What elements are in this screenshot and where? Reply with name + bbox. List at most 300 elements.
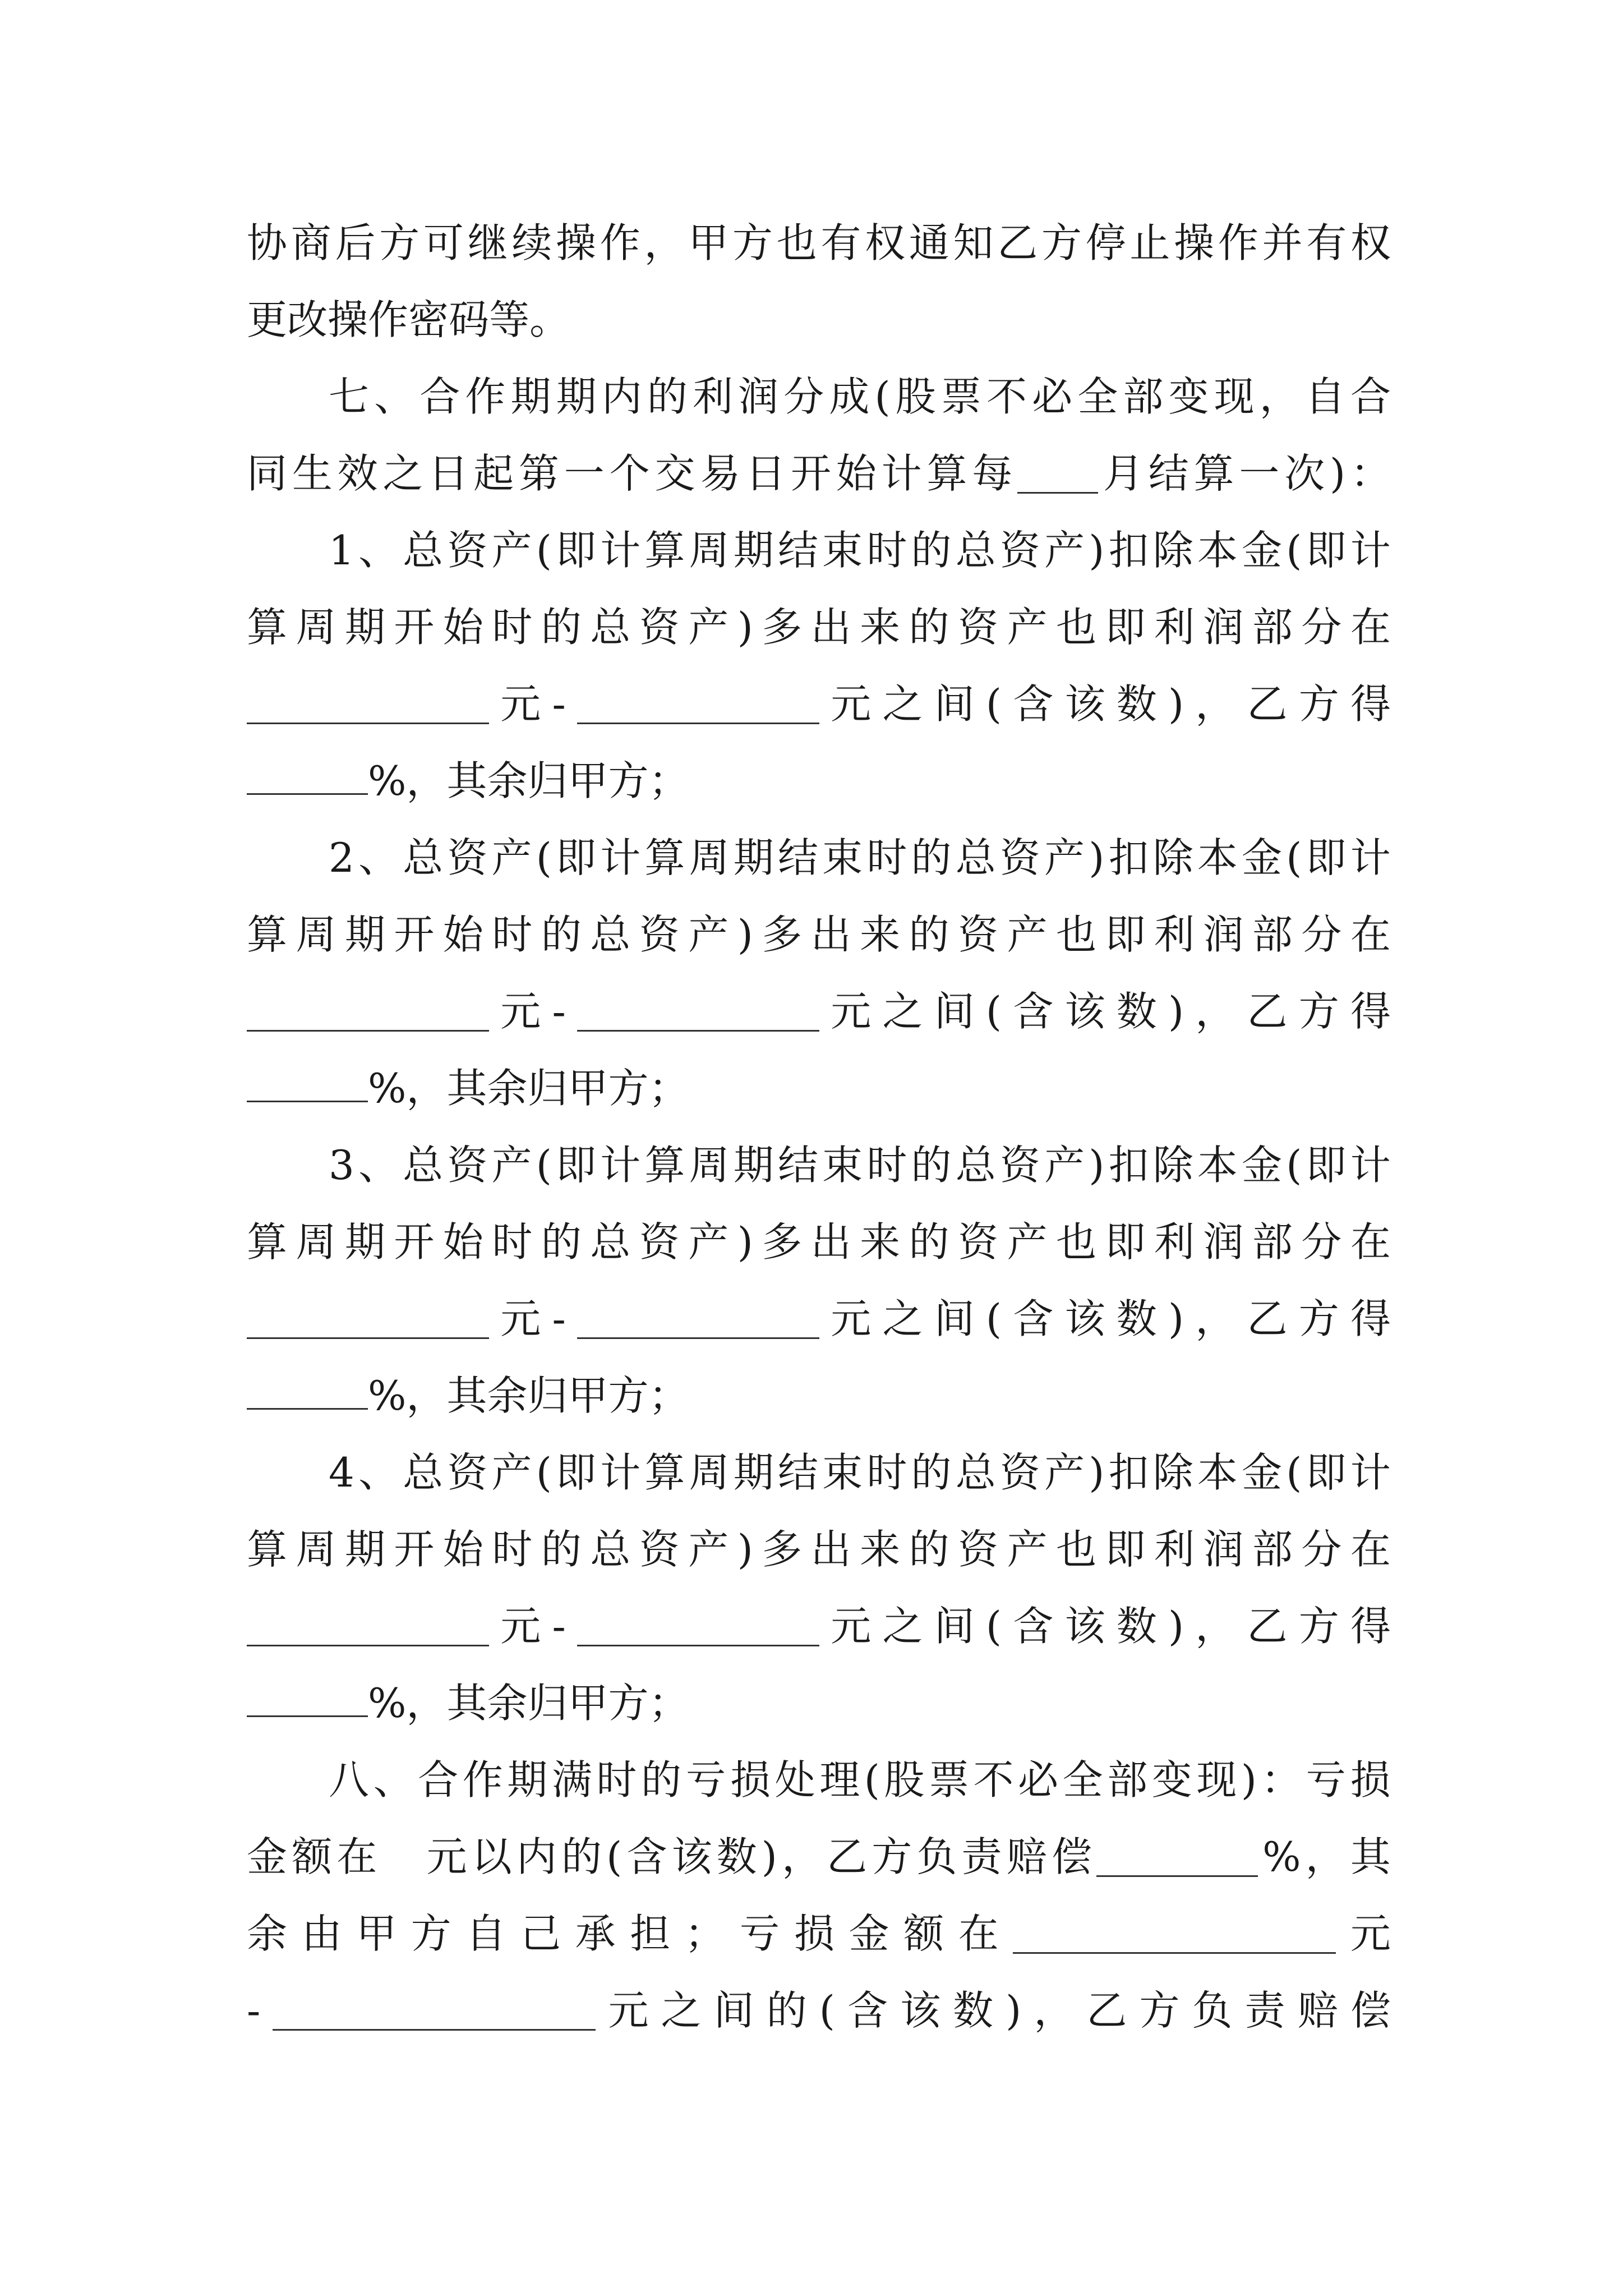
- fill-in-blank: [247, 684, 489, 724]
- glyph: 含: [847, 1987, 888, 2034]
- glyph: 的: [541, 604, 582, 651]
- glyph: ，: [1195, 988, 1236, 1035]
- glyph: 总: [403, 1142, 444, 1189]
- glyph: 始: [442, 604, 483, 651]
- glyph: 的: [561, 1833, 602, 1880]
- glyph: 元: [831, 680, 872, 728]
- glyph: 由: [301, 1910, 342, 1957]
- fill-in-blank: [577, 1299, 819, 1339]
- glyph: 产: [1007, 1526, 1048, 1573]
- text-line: [247, 282, 1391, 358]
- text-line: [247, 743, 1391, 820]
- glyph: 总: [955, 527, 996, 574]
- glyph: 间: [934, 1295, 975, 1342]
- glyph: 元: [500, 680, 541, 728]
- glyph: 即: [1306, 1449, 1347, 1496]
- glyph: 即: [1105, 911, 1146, 958]
- glyph: 不: [986, 373, 1027, 420]
- glyph: 金: [247, 1833, 288, 1880]
- glyph: 之: [882, 1295, 923, 1342]
- document-page: [247, 205, 1391, 2049]
- glyph: 余: [487, 1680, 528, 1727]
- clause-line: [247, 512, 1391, 589]
- glyph: 元: [608, 1987, 649, 2034]
- glyph: 数: [953, 1987, 994, 2034]
- glyph: 变: [1151, 1756, 1192, 1803]
- glyph: 计: [1350, 834, 1391, 881]
- glyph: %: [368, 757, 407, 804]
- glyph: 归: [527, 1680, 568, 1727]
- glyph: 金: [1242, 527, 1283, 574]
- glyph: 结: [777, 527, 818, 574]
- glyph: 期: [507, 1756, 548, 1803]
- glyph: 总: [403, 527, 444, 574]
- glyph: 周: [689, 1449, 730, 1496]
- glyph: %: [368, 1372, 407, 1419]
- glyph: 在: [336, 1833, 377, 1880]
- glyph: 时: [866, 527, 907, 574]
- glyph: 在: [1350, 604, 1391, 651]
- glyph: [381, 1819, 422, 1895]
- glyph: 即: [556, 834, 597, 881]
- glyph: 归: [527, 1065, 568, 1112]
- glyph: (: [864, 1756, 880, 1803]
- glyph: 余: [487, 1372, 528, 1419]
- glyph: 1: [329, 527, 354, 574]
- glyph: 期: [733, 1449, 774, 1496]
- fill-in-blank: [1013, 1914, 1336, 1954]
- glyph: 间: [934, 1603, 975, 1650]
- glyph: 周: [296, 1526, 336, 1573]
- glyph: 数: [1116, 680, 1157, 728]
- glyph: 亏: [739, 1910, 780, 1957]
- glyph: 偿: [1051, 1833, 1092, 1880]
- glyph: 其: [1350, 1833, 1391, 1880]
- glyph: 全: [1062, 1756, 1103, 1803]
- glyph: 一: [564, 450, 605, 497]
- glyph: 期: [344, 1218, 385, 1266]
- glyph: 的: [911, 1142, 952, 1189]
- glyph: 该: [1064, 988, 1105, 1035]
- glyph: %: [368, 1680, 407, 1727]
- glyph: 资: [999, 834, 1040, 881]
- glyph: 该: [900, 1987, 941, 2034]
- text-line: [247, 896, 1391, 973]
- glyph: 停: [1085, 219, 1126, 266]
- glyph: 周: [689, 527, 730, 574]
- glyph: 该: [1064, 680, 1105, 728]
- glyph: -: [552, 680, 566, 728]
- glyph: (: [1286, 527, 1302, 574]
- text-line: [247, 1972, 1391, 2049]
- glyph: 周: [296, 604, 336, 651]
- glyph: 在: [1350, 1526, 1391, 1573]
- glyph: 操: [328, 296, 368, 343]
- glyph: 计: [1350, 527, 1391, 574]
- glyph: 理: [819, 1756, 860, 1803]
- glyph: 产: [688, 911, 729, 958]
- glyph: 方: [608, 1680, 649, 1727]
- glyph: 等: [489, 296, 530, 343]
- glyph: 开: [394, 1218, 435, 1266]
- glyph: ，: [1195, 1295, 1236, 1342]
- glyph: %: [368, 1065, 407, 1112]
- glyph: 、: [358, 1142, 399, 1189]
- glyph: 产: [1044, 527, 1085, 574]
- text-line: [247, 666, 1391, 743]
- glyph: 元: [1350, 1910, 1391, 1957]
- glyph: ): [1089, 527, 1105, 574]
- glyph: 方: [608, 1372, 649, 1419]
- glyph: 数: [1116, 1603, 1157, 1650]
- glyph: 金: [849, 1910, 889, 1957]
- glyph: 资: [639, 911, 680, 958]
- glyph: 时: [596, 1756, 637, 1803]
- glyph: 也: [1056, 1218, 1097, 1266]
- glyph: ): [1168, 1603, 1184, 1650]
- glyph: 起: [473, 450, 514, 497]
- glyph: 知: [953, 219, 994, 266]
- glyph: 乙: [1247, 1295, 1288, 1342]
- glyph: 生: [292, 450, 333, 497]
- glyph: 资: [999, 1142, 1040, 1189]
- glyph: 总: [955, 1142, 996, 1189]
- glyph: 时: [492, 1218, 533, 1266]
- glyph: 时: [866, 1449, 907, 1496]
- glyph: 产: [688, 1526, 729, 1573]
- glyph: 束: [822, 1142, 863, 1189]
- glyph: 的: [541, 1218, 582, 1266]
- fill-in-blank: [247, 1062, 368, 1102]
- glyph: 一: [1239, 450, 1280, 497]
- glyph: 总: [590, 911, 631, 958]
- glyph: 来: [860, 1218, 901, 1266]
- glyph: 商: [291, 219, 331, 266]
- glyph: 股: [895, 373, 936, 420]
- glyph: 方: [379, 219, 420, 266]
- fill-in-blank: [247, 1299, 489, 1339]
- glyph: 周: [689, 834, 730, 881]
- glyph: 责: [1244, 1987, 1285, 2034]
- fill-in-blank: [577, 684, 819, 724]
- glyph: 第: [518, 450, 559, 497]
- glyph: 得: [1350, 988, 1391, 1035]
- glyph: 扣: [1108, 834, 1149, 881]
- glyph: (: [536, 1142, 552, 1189]
- glyph: 时: [492, 1526, 533, 1573]
- glyph: 的: [541, 1526, 582, 1573]
- glyph: 乙: [1247, 680, 1288, 728]
- glyph: 在: [1350, 1218, 1391, 1266]
- glyph: 利: [1154, 1526, 1195, 1573]
- glyph: 多: [762, 1526, 803, 1573]
- glyph: 产: [1007, 1218, 1048, 1266]
- glyph: 除: [1152, 1142, 1193, 1189]
- glyph: (: [606, 1833, 623, 1880]
- glyph: 乙: [827, 1833, 868, 1880]
- glyph: 得: [1350, 1603, 1391, 1650]
- glyph: 每: [972, 450, 1013, 497]
- glyph: 乙: [1247, 1603, 1288, 1650]
- glyph: 其: [446, 1372, 487, 1419]
- glyph: 分: [1301, 911, 1342, 958]
- glyph: 变: [1168, 373, 1209, 420]
- glyph: 易: [700, 450, 741, 497]
- text-line: [247, 1819, 1391, 1895]
- glyph: 即: [1105, 1218, 1146, 1266]
- glyph: 得: [1350, 1295, 1391, 1342]
- glyph: (: [985, 988, 1002, 1035]
- glyph: 部: [1107, 1756, 1148, 1803]
- glyph: 产: [1044, 1142, 1085, 1189]
- glyph: 资: [447, 1142, 488, 1189]
- text-line: [247, 1895, 1391, 1972]
- glyph: ，: [1195, 680, 1236, 728]
- glyph: 甲: [568, 1680, 608, 1727]
- glyph: 时: [866, 1142, 907, 1189]
- glyph: 算: [644, 527, 685, 574]
- glyph: 改: [287, 296, 328, 343]
- glyph: 处: [774, 1756, 815, 1803]
- glyph: 即: [1105, 604, 1146, 651]
- glyph: 自: [465, 1910, 506, 1957]
- glyph: 来: [860, 604, 901, 651]
- glyph: 始: [442, 1526, 483, 1573]
- glyph: 甲: [356, 1910, 397, 1957]
- glyph: 产: [1044, 834, 1085, 881]
- glyph: 资: [958, 1218, 999, 1266]
- glyph: 以: [471, 1833, 512, 1880]
- glyph: (: [985, 680, 1002, 728]
- glyph: 含: [1013, 988, 1054, 1035]
- glyph: 产: [688, 1218, 729, 1266]
- glyph: 甲: [568, 1065, 608, 1112]
- glyph: 3: [329, 1142, 354, 1189]
- glyph: 结: [777, 834, 818, 881]
- glyph: 股: [884, 1756, 925, 1803]
- glyph: 余: [487, 757, 528, 804]
- glyph: 更: [247, 296, 288, 343]
- glyph: 不: [973, 1756, 1014, 1803]
- glyph: 润: [1203, 604, 1244, 651]
- glyph: 即: [556, 1142, 597, 1189]
- fill-in-blank: [247, 992, 489, 1032]
- glyph: 的: [766, 1987, 807, 2034]
- glyph: 含: [626, 1833, 667, 1880]
- glyph: 产: [688, 604, 729, 651]
- glyph: 方: [1139, 1987, 1180, 2034]
- glyph: ：: [1350, 450, 1391, 497]
- glyph: 计: [1350, 1449, 1391, 1496]
- glyph: 方: [1298, 1295, 1339, 1342]
- glyph: 元: [831, 1603, 872, 1650]
- glyph: 始: [836, 450, 877, 497]
- text-line: [247, 1588, 1391, 1665]
- glyph: 总: [403, 834, 444, 881]
- glyph: 扣: [1108, 1449, 1149, 1496]
- glyph: 也: [1056, 1526, 1097, 1573]
- glyph: 其: [446, 1065, 487, 1112]
- text-line: [247, 1050, 1391, 1127]
- glyph: 算: [1193, 450, 1234, 497]
- glyph: 分: [1301, 604, 1342, 651]
- glyph: 多: [762, 604, 803, 651]
- glyph: 该: [671, 1833, 712, 1880]
- glyph: 多: [762, 911, 803, 958]
- glyph: 算: [926, 450, 967, 497]
- glyph: 该: [1064, 1295, 1105, 1342]
- glyph: 即: [556, 1449, 597, 1496]
- glyph: 分: [1301, 1526, 1342, 1573]
- glyph: 其: [446, 757, 487, 804]
- glyph: ，: [406, 757, 447, 804]
- glyph: 总: [590, 604, 631, 651]
- glyph: 得: [1350, 680, 1391, 728]
- glyph: 、: [358, 527, 399, 574]
- text-line: [247, 1281, 1391, 1358]
- glyph: 现: [1214, 373, 1255, 420]
- glyph: (: [985, 1295, 1002, 1342]
- glyph: 间: [713, 1987, 754, 2034]
- glyph: 资: [958, 604, 999, 651]
- glyph: ；: [684, 1910, 725, 1957]
- glyph: ；: [648, 1065, 689, 1112]
- glyph: 4: [329, 1449, 354, 1496]
- glyph: 数: [1116, 988, 1157, 1035]
- glyph: 、: [358, 834, 399, 881]
- glyph: 计: [1350, 1142, 1391, 1189]
- glyph: ): [1089, 834, 1105, 881]
- glyph: 交: [654, 450, 695, 497]
- glyph: (: [985, 1603, 1002, 1650]
- fill-in-blank: [1096, 1837, 1258, 1877]
- text-line: [247, 1204, 1391, 1281]
- fill-in-blank: [247, 1607, 489, 1646]
- glyph: 产: [491, 1449, 532, 1496]
- glyph: 算: [247, 911, 288, 958]
- glyph: ): [737, 1218, 753, 1266]
- glyph: 算: [644, 1142, 685, 1189]
- glyph: 即: [1306, 1142, 1347, 1189]
- glyph: 元: [831, 988, 872, 1035]
- glyph: 束: [822, 834, 863, 881]
- glyph: ): [1089, 1449, 1105, 1496]
- glyph: 之: [661, 1987, 702, 2034]
- glyph: 计: [600, 1142, 641, 1189]
- glyph: 在: [1350, 911, 1391, 958]
- text-line: [247, 1358, 1391, 1434]
- glyph: 作: [600, 219, 640, 266]
- glyph: 方: [608, 757, 649, 804]
- glyph: 本: [1197, 1449, 1238, 1496]
- section-heading-line: [247, 1742, 1391, 1819]
- glyph: 总: [955, 1449, 996, 1496]
- text-line: [247, 589, 1391, 666]
- glyph: 计: [600, 527, 641, 574]
- glyph: 后: [335, 219, 376, 266]
- glyph: 必: [1032, 373, 1073, 420]
- section-heading-line: [247, 358, 1391, 435]
- glyph: 日: [745, 450, 786, 497]
- glyph: 扣: [1108, 1142, 1149, 1189]
- glyph: 期: [344, 604, 385, 651]
- glyph: 赔: [1006, 1833, 1047, 1880]
- glyph: 金: [1242, 1449, 1283, 1496]
- glyph: (: [1286, 834, 1302, 881]
- glyph: 资: [639, 1526, 680, 1573]
- glyph: 期: [510, 373, 551, 420]
- glyph: 效: [337, 450, 378, 497]
- glyph: 资: [639, 1218, 680, 1266]
- glyph: 部: [1252, 1526, 1293, 1573]
- glyph: 产: [1007, 604, 1048, 651]
- glyph: 期: [733, 527, 774, 574]
- glyph: 也: [776, 219, 817, 266]
- glyph: 票: [940, 373, 981, 420]
- glyph: 资: [447, 527, 488, 574]
- glyph: 方: [1298, 680, 1339, 728]
- glyph: 负: [916, 1833, 957, 1880]
- glyph: 损: [794, 1910, 834, 1957]
- glyph: 开: [394, 911, 435, 958]
- glyph: 含: [1013, 680, 1054, 728]
- glyph: 即: [556, 527, 597, 574]
- glyph: 偿: [1350, 1987, 1391, 2034]
- glyph: 方: [1298, 988, 1339, 1035]
- glyph: 扣: [1108, 527, 1149, 574]
- glyph: 的: [909, 604, 949, 651]
- glyph: ，: [781, 1833, 822, 1880]
- glyph: 产: [491, 1142, 532, 1189]
- glyph: 乙: [997, 219, 1038, 266]
- glyph: 方: [732, 219, 773, 266]
- glyph: 有: [820, 219, 861, 266]
- glyph: (: [874, 373, 891, 420]
- glyph: 次: [1284, 450, 1325, 497]
- glyph: 部: [1252, 911, 1293, 958]
- glyph: 责: [961, 1833, 1002, 1880]
- glyph: 必: [1018, 1756, 1059, 1803]
- glyph: 总: [955, 834, 996, 881]
- glyph: 负: [1192, 1987, 1233, 2034]
- glyph: -: [552, 988, 566, 1035]
- glyph: 润: [1203, 911, 1244, 958]
- glyph: 总: [590, 1526, 631, 1573]
- glyph: 产: [1007, 911, 1048, 958]
- glyph: 润: [1203, 1218, 1244, 1266]
- glyph: 方: [872, 1833, 912, 1880]
- glyph: %: [1262, 1833, 1301, 1880]
- clause-line: [247, 1434, 1391, 1511]
- glyph: ): [1089, 1142, 1105, 1189]
- glyph: 部: [1123, 373, 1164, 420]
- glyph: 的: [911, 527, 952, 574]
- glyph: 方: [411, 1910, 451, 1957]
- glyph: ): [1330, 450, 1346, 497]
- glyph: 即: [1105, 1526, 1146, 1573]
- glyph: 的: [909, 1218, 949, 1266]
- glyph: 作: [465, 373, 506, 420]
- glyph: 资: [447, 834, 488, 881]
- glyph: 损: [1350, 1756, 1391, 1803]
- glyph: 除: [1152, 1449, 1193, 1496]
- glyph: (: [536, 1449, 552, 1496]
- glyph: 开: [394, 1526, 435, 1573]
- glyph: -: [552, 1295, 566, 1342]
- glyph: 损: [730, 1756, 771, 1803]
- fill-in-blank: [247, 1677, 368, 1717]
- glyph: 日: [428, 450, 469, 497]
